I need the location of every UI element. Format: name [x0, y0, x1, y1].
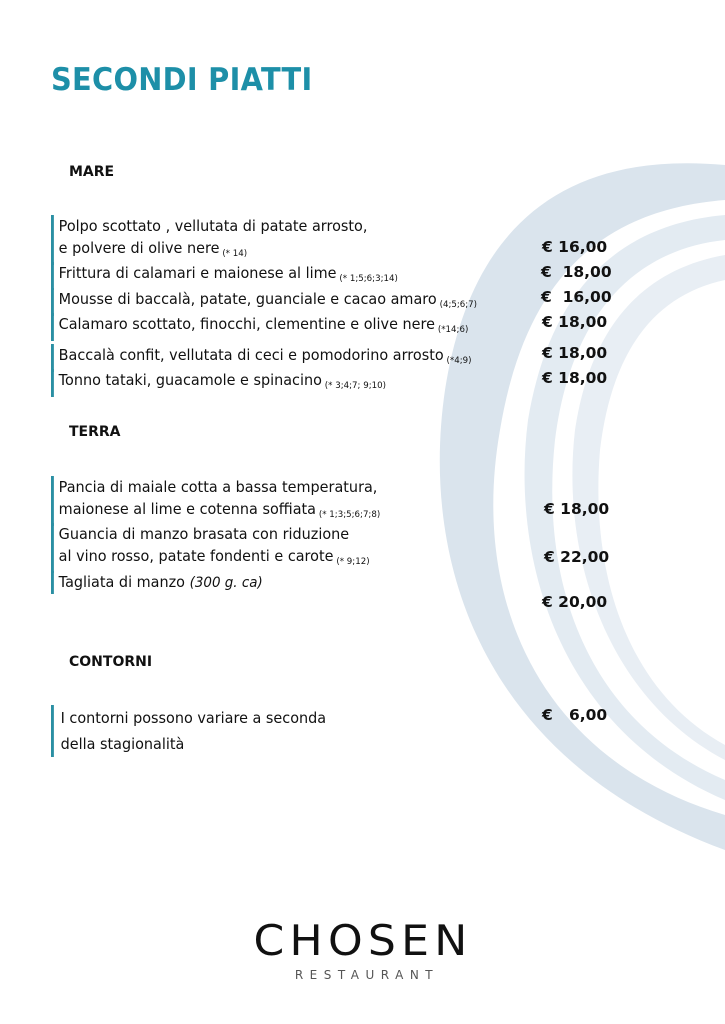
menu-item [51, 705, 326, 757]
allergen-codes: (* 9;12) [336, 557, 370, 567]
item-name: Tonno tataki, guacamole e spinacino [58, 371, 322, 389]
item-price: € 18,00 [541, 263, 612, 281]
menu-item [51, 215, 367, 265]
menu-item [51, 288, 477, 316]
portion-note: (300 g. ca) [189, 575, 263, 591]
page-title: SECONDI PIATTI [51, 62, 313, 98]
item-name: Guancia di manzo brasata con riduzione [58, 525, 350, 543]
allergen-codes: (*4;9) [446, 356, 472, 366]
menu-item [51, 476, 380, 526]
item-name: Tagliata di manzo [58, 573, 186, 591]
allergen-codes: (4;5;6;7) [439, 300, 478, 310]
item-price: € 22,00 [544, 548, 610, 566]
section-heading-terra: TERRA [69, 424, 121, 440]
menu-item [51, 571, 263, 594]
menu-item [51, 344, 472, 372]
allergen-codes: (*14;6) [437, 325, 469, 335]
item-name-line2: maionese al lime e cotenna soffiata [58, 500, 316, 518]
logo-subtitle: RESTAURANT [294, 968, 440, 982]
item-price: € 6,00 [542, 706, 608, 724]
section-heading-mare: MARE [69, 164, 115, 180]
item-name: Pancia di maiale cotta a bassa temperatura, [58, 478, 378, 496]
section-heading-contorni: CONTORNI [69, 654, 153, 670]
allergen-codes: (* 1;3;5;6;7;8) [318, 510, 381, 520]
allergen-codes: (* 3;4;7; 9;10) [324, 381, 386, 391]
item-price: € 18,00 [544, 500, 610, 518]
item-price: € 18,00 [542, 369, 608, 387]
restaurant-logo [252, 918, 474, 982]
item-price: € 18,00 [542, 344, 608, 362]
item-name: Calamaro scottato, finocchi, clementine e olive nere [58, 315, 435, 333]
menu-item [51, 313, 468, 341]
item-price: € 16,00 [542, 238, 608, 256]
logo-wordmark: CHOSEN [253, 916, 473, 965]
menu-item [51, 369, 386, 397]
allergen-codes: (* 1;5;6;3;14) [339, 274, 398, 284]
item-name-line2: e polvere di olive nere [58, 239, 220, 257]
item-name: I contorni possono variare a seconda [60, 709, 327, 727]
item-price: € 16,00 [541, 288, 612, 306]
item-price: € 18,00 [542, 313, 608, 331]
item-name-line2: al vino rosso, patate fondenti e carote [58, 547, 334, 565]
allergen-codes: (* 14) [222, 249, 248, 259]
item-name: Polpo scottato , vellutata di patate arrosto, [58, 217, 368, 235]
item-name: Baccalà confit, vellutata di ceci e pomodorino arrosto [58, 346, 444, 364]
item-name-line2: della stagionalità [60, 735, 185, 753]
menu-item [51, 523, 370, 573]
item-name: Mousse di baccalà, patate, guanciale e cacao amaro [58, 290, 437, 308]
menu-item [51, 262, 398, 290]
item-price: € 20,00 [542, 593, 608, 611]
item-name: Frittura di calamari e maionese al lime [58, 264, 337, 282]
